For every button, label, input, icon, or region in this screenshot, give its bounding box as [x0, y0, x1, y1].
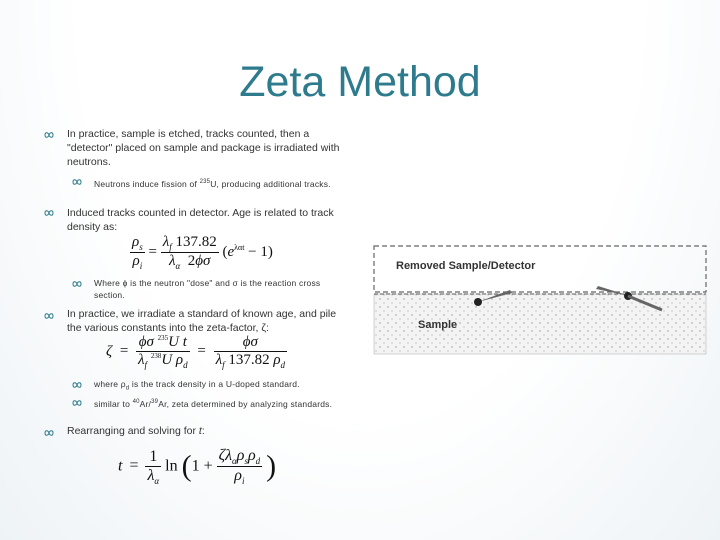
- infinity-loop-bullet-icon: [72, 279, 82, 289]
- infinity-loop-bullet-icon: [44, 208, 54, 218]
- equation-age: $\frac{\rho_s}{\rho_i}$ = $\frac{\lambda_f 137.82}{\lambda_\alpha 2\phi\sigma}$ $(e^{\lambda\alpha t} - 1)$: [132, 234, 273, 271]
- fission-point-left: [474, 298, 482, 306]
- infinity-loop-bullet-icon: [44, 311, 54, 321]
- slide-title: Zeta Method: [239, 58, 481, 106]
- equation-solve-t: t = $\frac{1}{\lambda_\alpha}$ ln (1 + $\frac{\zeta\lambda_\alpha\rho_s\rho_d}{\rho_i}$ ): [118, 447, 277, 487]
- infinity-loop-bullet-icon: [44, 428, 54, 438]
- figure-label-sample: Sample: [418, 319, 458, 331]
- infinity-loop-bullet-icon: [72, 398, 82, 408]
- bullet-solve-t: Rearranging and solving for t:: [67, 425, 205, 437]
- sub-bullet-dose: Where ϕ is the neutron "dose" and σ is the reaction cross section.: [94, 278, 321, 300]
- sub-bullet-standards: similar to $^{40}$Ar/$^{39}$Ar, zeta determined by analyzing standards.: [94, 398, 333, 409]
- infinity-loop-bullet-icon: [72, 177, 82, 187]
- bullet-zeta-factor: In practice, we irradiate a standard of known age, and pile the various constants into the zeta-factor, ζ:: [67, 308, 337, 334]
- bullet-etching: In practice, sample is etched, tracks counted, then a "detector" placed on sample and package is irradiated with neutrons.: [67, 128, 340, 168]
- sub-bullet-rho-d: where $\rho_d$ is the track density in a U-doped standard.: [94, 379, 300, 392]
- bullet-induced-tracks: Induced tracks counted in detector. Age is related to track density as:: [67, 207, 334, 233]
- sample-detector-figure: [370, 240, 710, 360]
- sub-bullet-fission: Neutrons induce fission of $^{235}$U, producing additional tracks.: [94, 178, 331, 189]
- infinity-loop-bullet-icon: [44, 130, 54, 140]
- equation-zeta: ζ = $\frac{\phi\sigma ^{235}U t}{\lambda_f ^{238}U \rho_d}$ = $\frac{\phi\sigma}{\lambda_f 137.82 \rho_d}$: [106, 334, 286, 370]
- infinity-loop-bullet-icon: [72, 380, 82, 390]
- figure-label-detector: Removed Sample/Detector: [396, 260, 536, 272]
